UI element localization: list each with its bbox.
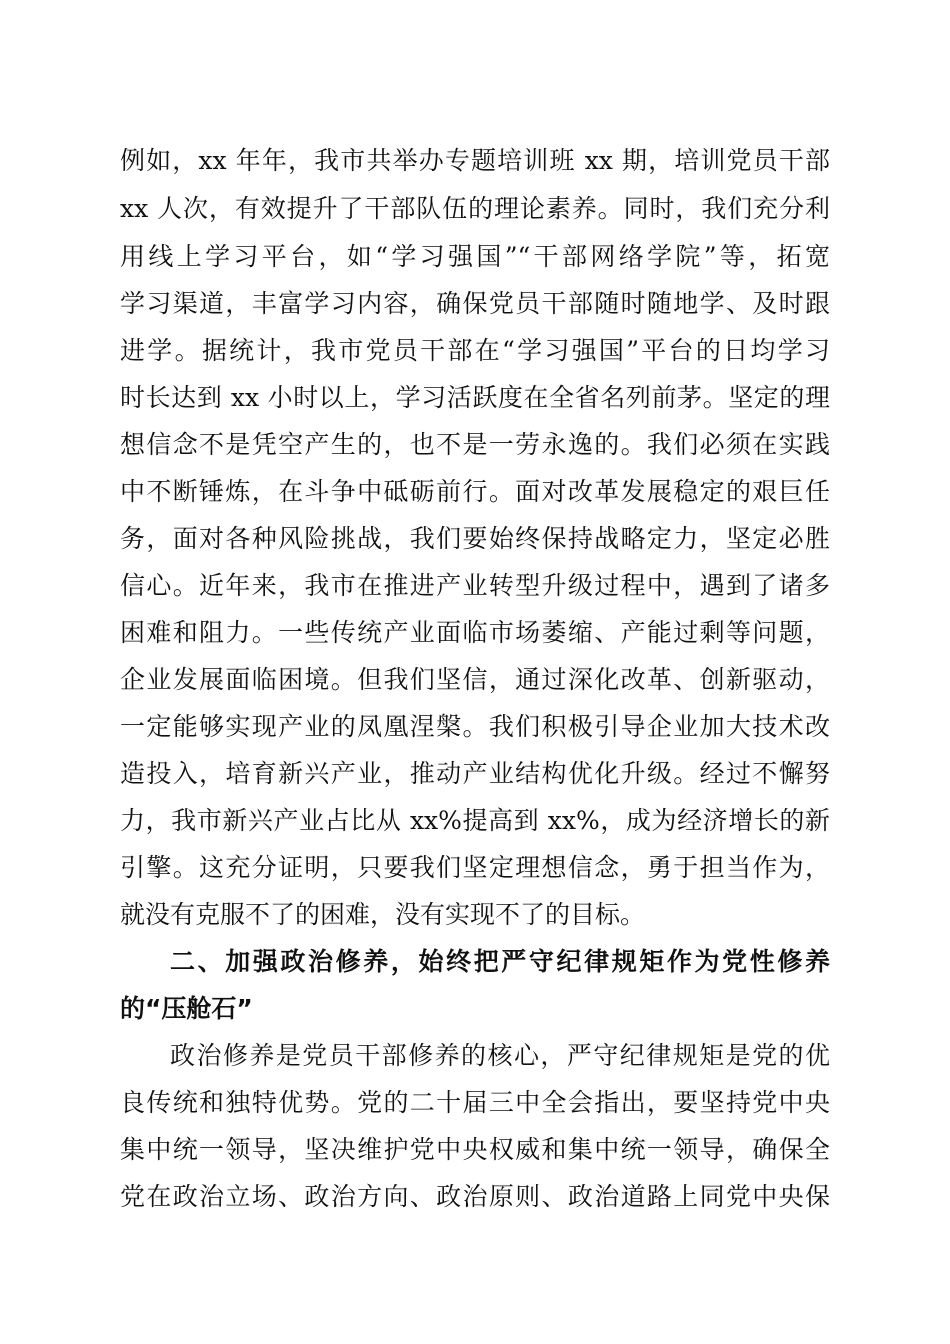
paragraph-1-line-16: 引擎。这充分证明，只要我们坚定理想信念，勇于担当作为， (120, 853, 830, 882)
paragraph-2-line-3: 集中统一领导，坚决维护党中央权威和集中统一领导，确保全 (120, 1135, 830, 1164)
paragraph-1-line-4: 学习渠道，丰富学习内容，确保党员干部随时随地学、及时跟 (120, 289, 830, 318)
paragraph-2-line-4: 党在政治立场、政治方向、政治原则、政治道路上同党中央保 (120, 1182, 830, 1211)
paragraph-1-line-1: 例如，xx 年年，我市共举办专题培训班 xx 期，培训党员干部 (120, 146, 830, 175)
paragraph-1-line-11: 困难和阻力。一些传统产业面临市场萎缩、产能过剩等问题， (120, 618, 830, 647)
section-heading-line-2: 的“压舱石” (120, 994, 253, 1023)
paragraph-1-line-7: 想信念不是凭空产生的，也不是一劳永逸的。我们必须在实践 (120, 430, 830, 459)
paragraph-1-line-15: 力，我市新兴产业占比从 xx%提高到 xx%，成为经济增长的新 (120, 806, 830, 835)
section-heading-line-1: 二、加强政治修养，始终把严守纪律规矩作为党性修养 (170, 947, 830, 976)
paragraph-2-line-2: 良传统和独特优势。党的二十届三中全会指出，要坚持党中央 (120, 1088, 830, 1117)
paragraph-1-line-14: 造投入，培育新兴产业，推动产业结构优化升级。经过不懈努 (120, 759, 830, 788)
paragraph-1-line-10: 信心。近年来，我市在推进产业转型升级过程中，遇到了诸多 (120, 571, 830, 600)
paragraph-1-line-6: 时长达到 xx 小时以上，学习活跃度在全省名列前茅。坚定的理 (120, 383, 830, 412)
paragraph-1-line-2: xx 人次，有效提升了干部队伍的理论素养。同时，我们充分利 (120, 194, 830, 223)
paragraph-1-line-13: 一定能够实现产业的凤凰涅槃。我们积极引导企业加大技术改 (120, 712, 830, 741)
paragraph-1-line-9: 务，面对各种风险挑战，我们要始终保持战略定力，坚定必胜 (120, 524, 830, 553)
paragraph-1-line-5: 进学。据统计，我市党员干部在“学习强国”平台的日均学习 (120, 336, 830, 365)
paragraph-1-line-8: 中不断锤炼，在斗争中砥砺前行。面对改革发展稳定的艰巨任 (120, 477, 830, 506)
paragraph-2-line-1: 政治修养是党员干部修养的核心，严守纪律规矩是党的优 (170, 1041, 830, 1070)
paragraph-1-line-12: 企业发展面临困境。但我们坚信，通过深化改革、创新驱动， (120, 665, 830, 694)
paragraph-1-line-17: 就没有克服不了的困难，没有实现不了的目标。 (120, 900, 646, 929)
paragraph-1-line-3: 用线上学习平台，如“学习强国”“干部网络学院”等，拓宽 (120, 242, 830, 271)
